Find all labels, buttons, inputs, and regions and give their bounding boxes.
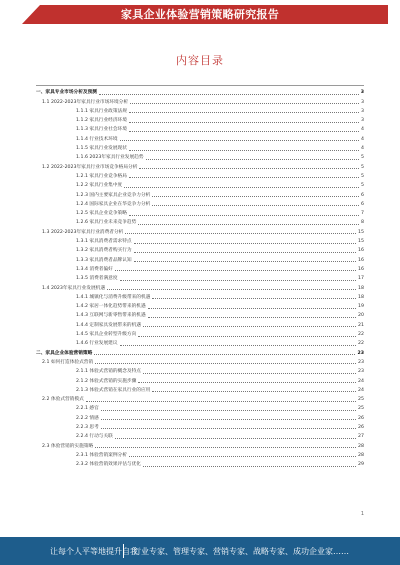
footer-slogan: 让每个人平等地提升自我 [50,547,138,556]
toc-leader-dots [120,140,359,141]
toc-entry-page: 28 [358,452,364,458]
toc-entry-page: 24 [358,378,364,384]
toc-entry[interactable] [36,460,364,469]
toc-entry-label: 1.3.3 家具消费者品牌认知 [76,257,132,263]
toc-entry[interactable] [36,274,364,283]
footer-divider [123,544,124,558]
toc-entry[interactable] [36,200,364,209]
toc-leader-dots [86,401,356,402]
toc-leader-dots [138,336,356,337]
toc-entry-label: 1.4.6 行业发展建议 [76,341,118,347]
toc-entry-label: 1.3.1 家具消费者需求特点 [76,239,132,245]
toc-entry-page: 8 [361,220,364,226]
toc-entry-label: 1.4.1 城镇化与消费升级带来的机遇 [76,294,151,300]
toc-leader-dots [124,187,359,188]
toc-entry-page: 4 [361,146,364,152]
toc-entry-page: 25 [358,406,364,412]
toc-entry-label: 2.2.3 思考 [76,424,99,430]
toc-leader-dots [95,363,356,364]
toc-leader-dots [99,94,359,95]
toc-entry-page: 23 [358,369,364,375]
toc-entry[interactable] [36,320,364,329]
toc-leader-dots [134,252,356,253]
toc-entry[interactable] [36,423,364,432]
toc-leader-dots [129,150,359,151]
toc-entry[interactable] [36,125,364,134]
toc-entry-page: 26 [358,424,364,430]
toc-entry[interactable] [36,413,364,422]
table-of-contents [36,88,364,469]
toc-entry[interactable] [36,265,364,274]
toc-entry-label: 1.1.3 家具行业社会环境 [76,127,127,133]
toc-entry-page: 16 [358,248,364,254]
toc-entry-label: 2.1.3 体验式营销在家具行业的应用 [76,387,151,393]
toc-entry-page: 23 [358,359,364,365]
toc-entry[interactable] [36,209,364,218]
toc-leader-dots [143,466,356,467]
toc-leader-dots [129,456,356,457]
toc-entry-label: 1.4.3 互联网与新零售带来的机遇 [76,313,146,319]
toc-entry-page: 19 [358,304,364,310]
toc-entry-page: 27 [358,434,364,440]
toc-entry-page: 26 [358,415,364,421]
toc-entry-label: 1.2.2 家具行业集中度 [76,183,123,189]
toc-entry[interactable] [36,451,364,460]
toc-entry[interactable] [36,330,364,339]
document-title: 家具企业体验营销策略研究报告 [120,8,280,21]
toc-entry-page: 22 [358,341,364,347]
toc-entry[interactable] [36,311,364,320]
toc-entry[interactable] [36,162,364,171]
toc-entry-page: 7 [361,211,364,217]
toc-entry[interactable] [36,404,364,413]
toc-entry-label: 2.2.2 情感 [76,415,99,421]
toc-entry-label: 1.3.2 家具消费者购买行为 [76,248,132,254]
toc-leader-dots [129,112,359,113]
toc-leader-dots [143,373,356,374]
toc-leader-dots [107,289,356,290]
toc-entry-label: 二、家具企业体验营销策略 [36,350,93,356]
toc-entry-label: 1.2 2022-2023年家具行业市场竞争格局分析 [42,164,138,170]
toc-entry[interactable] [36,134,364,143]
toc-entry-page: 16 [358,257,364,263]
toc-leader-dots [152,391,356,392]
toc-entry-page: 3 [360,90,364,96]
toc-entry[interactable] [36,358,364,367]
toc-entry-label: 2.3.1 体验营销案例分析 [76,452,127,458]
toc-entry-page: 21 [358,322,364,328]
toc-entry[interactable] [36,302,364,311]
toc-entry-page: 5 [361,173,364,179]
toc-entry-page: 24 [358,387,364,393]
toc-leader-dots [115,438,356,439]
toc-leader-dots [134,243,356,244]
toc-entry[interactable] [36,88,364,97]
toc-entry-label: 1.2.4 国际家具企业在华竞争力分析 [76,201,151,207]
toc-entry-label: 1.1.1 家具行业政策法规 [76,108,127,114]
toc-entry[interactable] [36,190,364,199]
toc-leader-dots [138,382,356,383]
page-header [0,0,400,27]
toc-entry-label: 1.1.4 行业技术环境 [76,136,118,142]
toc-entry-page: 15 [358,239,364,245]
toc-entry-label: 2.2.4 行动与关联 [76,434,113,440]
toc-entry-page: 5 [361,155,364,161]
toc-leader-dots [139,168,359,169]
toc-leader-dots [95,447,356,448]
toc-entry[interactable] [36,107,364,116]
toc-leader-dots [152,298,356,299]
toc-leader-dots [129,177,359,178]
toc-entry-page: 29 [358,462,364,468]
toc-leader-dots [152,205,359,206]
toc-entry-page: 3 [361,99,364,105]
toc-leader-dots [101,410,356,411]
toc-entry-page: 5 [361,183,364,189]
toc-leader-dots [129,215,359,216]
toc-entry-page: 18 [358,294,364,300]
toc-leader-dots [120,345,356,346]
toc-entry[interactable] [36,432,364,441]
toc-entry-label: 1.2.3 国内主要家具企业竞争力分析 [76,192,151,198]
toc-entry-label: 2.2 体验式营销模式 [42,397,84,403]
toc-entry[interactable] [36,441,364,450]
toc-entry[interactable] [36,367,364,376]
toc-leader-dots [134,261,356,262]
toc-heading: 内容目录 [176,54,224,67]
toc-entry-label: 1.2.1 家具行业竞争格局 [76,173,127,179]
toc-entry[interactable] [36,144,364,153]
toc-entry-label: 1.1.6 2023年家具行业发展趋势 [76,155,144,161]
toc-entry-page: 20 [358,313,364,319]
toc-entry[interactable] [36,376,364,385]
toc-entry[interactable] [36,153,364,162]
toc-entry[interactable] [36,227,364,236]
toc-entry[interactable] [36,386,364,395]
toc-entry-label: 1.4.2 家居一体化趋势带来的机遇 [76,304,146,310]
toc-entry-page: 28 [358,443,364,449]
toc-entry-label: 1.4.5 家具企业转型升级方向 [76,332,137,338]
toc-entry-label: 2.1.1 体验式营销的概念及特点 [76,369,141,375]
toc-entry-label: 1.1.5 家具行业发展现状 [76,146,127,152]
toc-entry-page: 3 [361,108,364,114]
toc-entry-label: 2.3.2 体验营销效果评估与优化 [76,462,141,468]
toc-entry[interactable] [36,97,364,106]
toc-entry[interactable] [36,218,364,227]
toc-entry[interactable] [36,116,364,125]
toc-leader-dots [101,428,356,429]
toc-entry[interactable] [36,339,364,348]
toc-entry-label: 2.1.2 体验式营销的实施步骤 [76,378,137,384]
toc-leader-dots [138,224,359,225]
toc-entry[interactable] [36,181,364,190]
toc-leader-dots [143,326,356,327]
toc-entry-page: 17 [358,276,364,282]
toc-entry-label: 1.3.4 消费者偏好 [76,266,113,272]
toc-entry[interactable] [36,246,364,255]
toc-entry-page: 5 [361,164,364,170]
toc-entry-label: 2.2.1 感官 [76,406,99,412]
toc-leader-dots [94,354,355,355]
toc-entry-label: 1.3.5 消费者满意度 [76,276,118,282]
toc-entry-label: 2.3 体验营销的实施策略 [42,443,94,449]
toc-entry-label: 1.1 2022-2023年家具行业市场环境分析 [42,99,129,105]
toc-entry-page: 6 [361,201,364,207]
toc-entry-page: 25 [358,397,364,403]
toc-entry[interactable] [36,283,364,292]
toc-leader-dots [130,103,359,104]
toc-entry-page: 23 [357,350,364,356]
toc-entry-page: 18 [358,285,364,291]
toc-divider [36,85,364,86]
toc-leader-dots [101,419,356,420]
toc-entry[interactable] [36,348,364,357]
toc-entry-page: 16 [358,266,364,272]
toc-entry-label: 1.3 2022-2023年家具行业消费者分析 [42,229,124,235]
toc-leader-dots [148,317,356,318]
toc-entry[interactable] [36,293,364,302]
toc-leader-dots [148,308,356,309]
page-number: 1 [360,511,364,517]
toc-leader-dots [120,280,356,281]
toc-leader-dots [146,159,359,160]
toc-entry-page: 15 [358,229,364,235]
toc-leader-dots [115,270,356,271]
toc-entry[interactable] [36,172,364,181]
toc-entry[interactable] [36,237,364,246]
toc-leader-dots [129,131,359,132]
page-footer [0,537,400,565]
toc-entry-label: 1.2.6 家具行业未来竞争趋势 [76,220,137,226]
toc-entry[interactable] [36,255,364,264]
toc-leader-dots [125,233,356,234]
toc-entry-page: 6 [361,192,364,198]
toc-leader-dots [129,122,359,123]
toc-leader-dots [152,196,359,197]
toc-entry-page: 4 [361,127,364,133]
toc-entry-label: 一、家具专业市场分析及预测 [36,90,97,96]
toc-entry-label: 1.4.4 定制家具发展带来的机遇 [76,322,141,328]
toc-entry-page: 4 [361,136,364,142]
toc-entry-label: 1.1.2 家具行业经济环境 [76,118,127,124]
toc-entry-page: 22 [358,332,364,338]
toc-entry-label: 1.2.5 家具企业竞争策略 [76,211,127,217]
toc-entry-label: 2.1 如何打造体验式营销 [42,359,94,365]
footer-tagline: 行业专家、管理专家、营销专家、战略专家、成功企业家…… [133,547,349,556]
toc-entry-page: 3 [361,118,364,124]
toc-entry[interactable] [36,395,364,404]
toc-entry-label: 1.4 2023年家具行业发展机遇 [42,285,106,291]
